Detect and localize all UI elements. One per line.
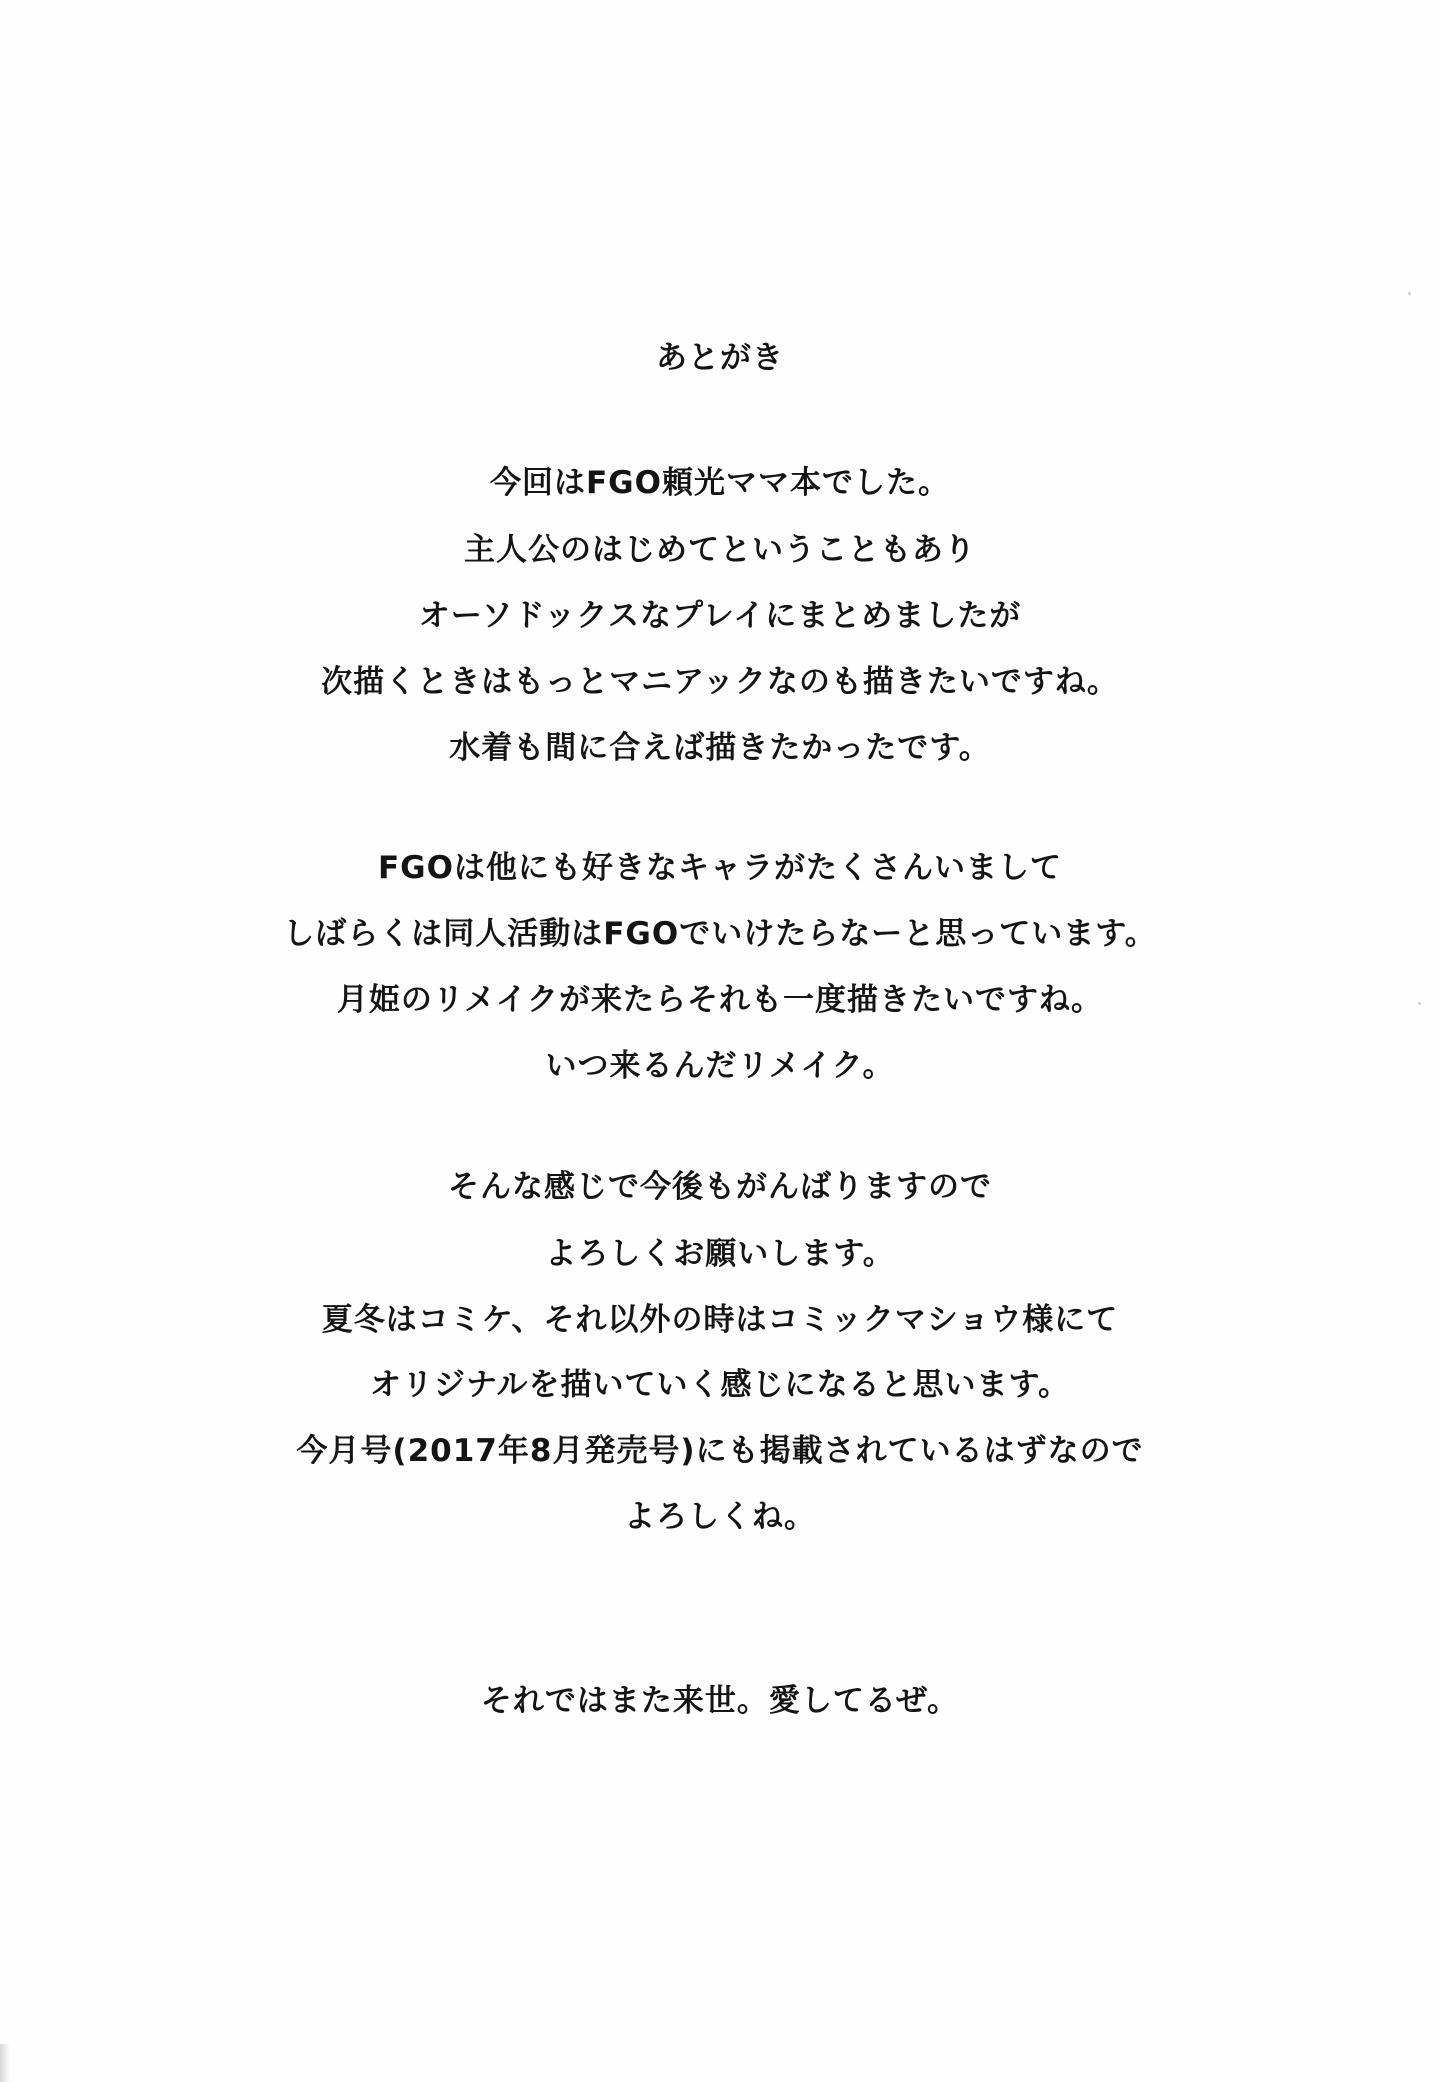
- paragraph-1-line-2: 主人公のはじめてということもあり: [464, 532, 976, 568]
- paragraph-2-line-1: FGOは他にも好きなキャラがたくさんいまして: [378, 850, 1062, 886]
- paragraph-3-line-2: よろしくお願いします。: [545, 1236, 895, 1272]
- paragraph-1-line-3: オーソドックスなプレイにまとめましたが: [418, 598, 1022, 634]
- closing-line: それではまた来世。愛してるぜ。: [480, 1683, 960, 1719]
- paragraph-1-line-1: 今回はFGO頼光ママ本でした。: [490, 465, 950, 501]
- scan-speck: [1408, 292, 1411, 295]
- paragraph-1-line-5: 水着も間に合えば描きたかったです。: [449, 730, 991, 766]
- paragraph-1-line-4: 次描くときはもっとマニアックなのも描きたいですね。: [321, 664, 1119, 700]
- page-title: あとがき: [656, 340, 784, 376]
- paragraph-3-line-3: 夏冬はコミケ、それ以外の時はコミックマショウ様にて: [321, 1302, 1119, 1338]
- paragraph-3-line-4: オリジナルを描いていく感じになると思います。: [370, 1367, 1070, 1403]
- paragraph-3-line-6: よろしくね。: [624, 1499, 816, 1535]
- paragraph-2-line-3: 月姫のリメイクが来たらそれも一度描きたいですね。: [336, 982, 1104, 1018]
- paragraph-3-line-1: そんな感じで今後もがんばりますので: [448, 1169, 992, 1205]
- scan-edge-shadow: [0, 2044, 10, 2082]
- paragraph-2-line-4: いつ来るんだリメイク。: [545, 1048, 895, 1084]
- paragraph-2-line-2: しばらくは同人活動はFGOでいけたらなーと思っています。: [283, 916, 1157, 952]
- paragraph-3-line-5: 今月号(2017年8月発売号)にも掲載されているはずなので: [296, 1433, 1144, 1469]
